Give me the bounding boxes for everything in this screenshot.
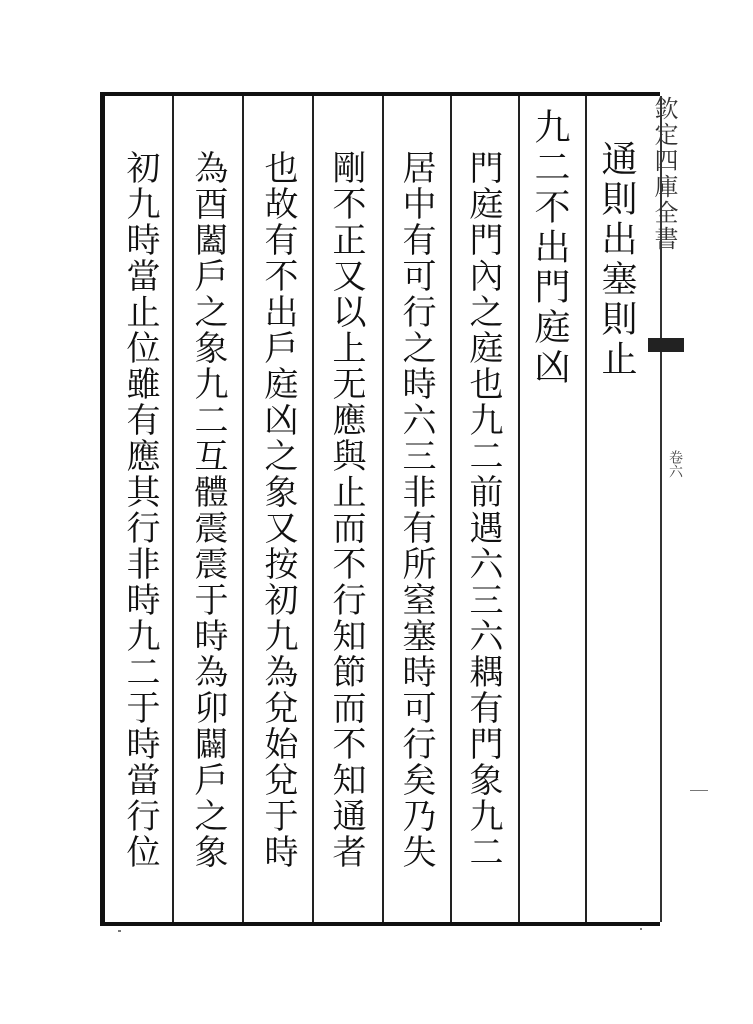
text-column-4: 居中有可行之時六三非有所窒塞時可行矣乃失 — [396, 150, 436, 870]
ink-speck — [690, 790, 708, 791]
column-rule — [450, 96, 452, 922]
column-rule — [518, 96, 520, 922]
text-column-1: 通則出塞則止 — [596, 140, 637, 380]
text-column-3: 門庭門內之庭也九二前遇六三六耦有門象九二 — [463, 150, 503, 870]
fishtail-mark — [648, 338, 684, 352]
column-rule — [585, 96, 587, 922]
text-column-8: 初九時當止位雖有應其行非時九二于時當行位 — [120, 150, 160, 870]
margin-title: 欽定四庫全書 — [650, 96, 678, 252]
text-column-5: 剛不正又以上无應與止而不行知節而不知通者 — [326, 150, 366, 870]
margin-juan: 卷六 — [667, 450, 683, 478]
column-rule — [242, 96, 244, 922]
ink-speck — [640, 928, 642, 930]
text-column-7: 為酉闔戶之象九二互體震震于時為卯闢戶之象 — [188, 150, 228, 870]
column-rule — [382, 96, 384, 922]
ink-speck — [118, 930, 121, 932]
column-rule — [312, 96, 314, 922]
column-rule — [172, 96, 174, 922]
text-column-2: 九二不出門庭凶 — [529, 108, 570, 388]
text-column-6: 也故有不出戶庭凶之象又按初九為兌始兌于時 — [258, 150, 298, 870]
